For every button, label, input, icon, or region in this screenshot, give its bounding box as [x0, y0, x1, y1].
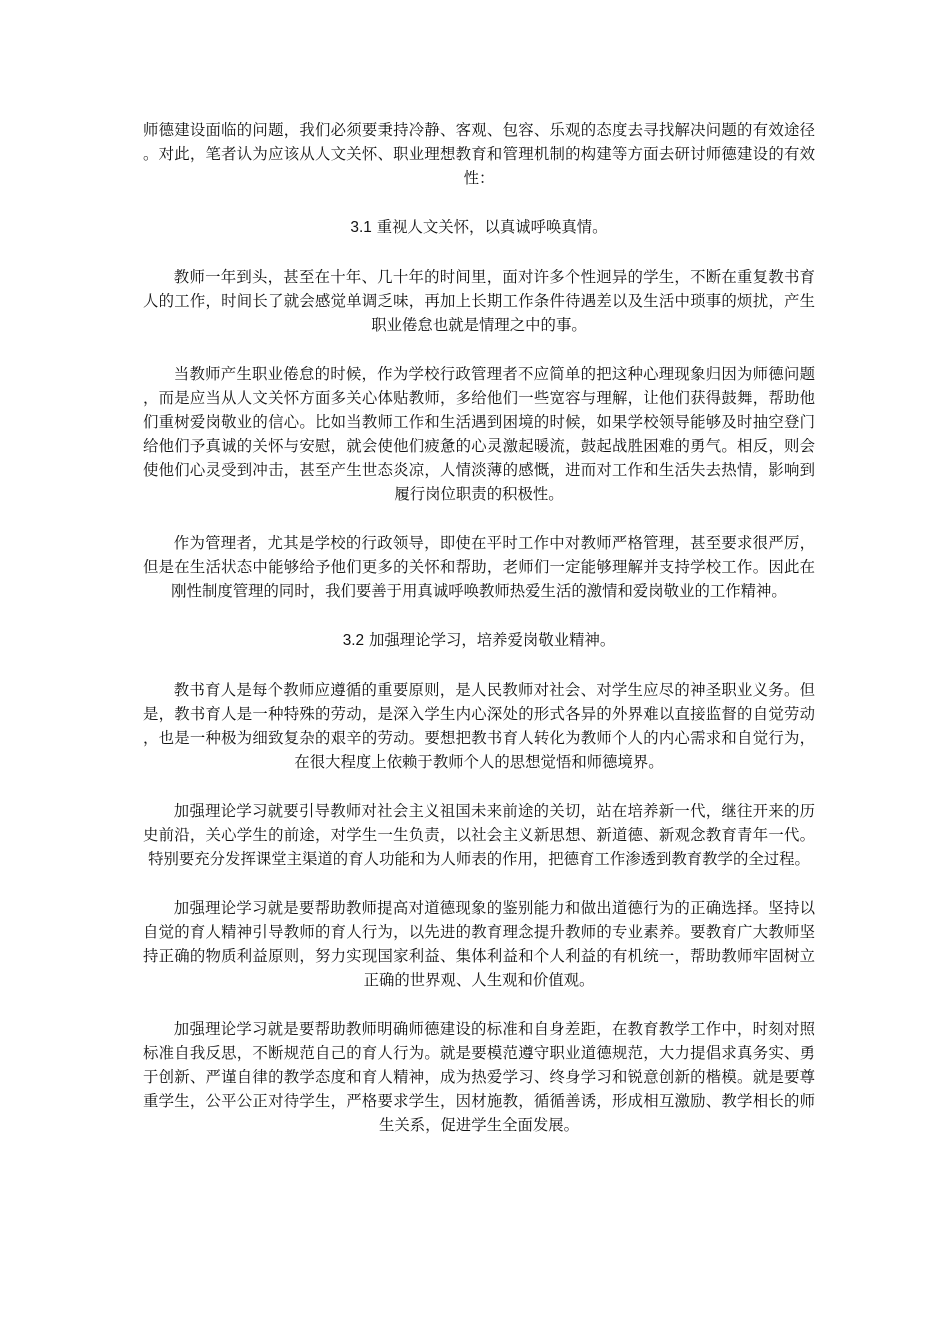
paragraph: 加强理论学习就是要帮助教师提高对道德现象的鉴别能力和做出道德行为的正确选择。坚持以自觉的育人精神引导教师的育人行为，以先进的教育理念提升教师的专业素养。要教育广大教师坚持正确的物质利益原则，努力实现国家利益、集体利益和个人利益的有机统一，帮助教师牢固树立正确的世界观、人生观和价值观。 [143, 899, 815, 989]
paragraph: 教师一年到头，甚至在十年、几十年的时间里，面对许多个性迥异的学生，不断在重复教书育人的工作，时间长了就会感觉单调乏味，再加上长期工作条件待遇差以及生活中琐事的烦扰，产生职业倦怠也就是情理之中的事。 [143, 268, 815, 334]
spacer [143, 190, 815, 215]
paragraph: 教书育人是每个教师应遵循的重要原则，是人民教师对社会、对学生应尽的神圣职业义务。但是，教书育人是一种特殊的劳动，是深入学生内心深处的形式各异的外界难以直接监督的自觉劳动，也是一种极为细致复杂的艰辛的劳动。要想把教书育人转化为教师个人的内心需求和自觉行为，在很大程度上依赖于教师个人的思想觉悟和师德境界。 [143, 681, 815, 771]
spacer [143, 992, 815, 1017]
document-body [143, 118, 815, 1137]
section-heading-3-1 [143, 215, 815, 240]
paragraph: 当教师产生职业倦怠的时候，作为学校行政管理者不应简单的把这种心理现象归因为师德问题，而是应当从人文关怀方面多关心体贴教师，多给他们一些宽容与理解，让他们获得鼓舞，帮助他们重树爱岗敬业的信心。比如当教师工作和生活遇到困境的时候，如果学校领导能够及时抽空登门给他们予真诚的关怀与安慰，就会使他们疲惫的心灵激起暖流，鼓起战胜困难的勇气。相反，则会使他们心灵受到冲击，甚至产生世态炎凉，人情淡薄的感慨，进而对工作和生活失去热情，影响到履行岗位职责的积极性。 [143, 365, 815, 503]
section-number: 3.2 [342, 632, 365, 649]
spacer [143, 871, 815, 896]
paragraph: 加强理论学习就是要帮助教师明确师德建设的标准和自身差距，在教育教学工作中，时刻对照标准自我反思，不断规范自己的育人行为。就是要模范遵守职业道德规范，大力提倡求真务实、勇于创新、严谨自律的教学态度和育人精神，成为热爱学习、终身学习和锐意创新的楷模。就是要尊重学生，公平公正对待学生，严格要求学生，因材施教，循循善诱，形成相互激励、教学相长的师生关系，促进学生全面发展。 [143, 1020, 815, 1134]
paragraph: 加强理论学习就要引导教师对社会主义祖国未来前途的关切，站在培养新一代，继往开来的历史前沿，关心学生的前途，对学生一生负责，以社会主义新思想、新道德、新观念教育青年一代。特别要充分发挥课堂主渠道的育人功能和为人师表的作用，把德育工作渗透到教育教学的全过程。 [143, 802, 815, 868]
section-number: 3.1 [350, 219, 372, 236]
spacer [143, 240, 815, 265]
paragraph-intro: 师德建设面临的问题，我们必须要秉持冷静、客观、包容、乐观的态度去寻找解决问题的有效途径。对此，笔者认为应该从人文关怀、职业理想教育和管理机制的构建等方面去研讨师德建设的有效性： [143, 121, 815, 187]
spacer [143, 774, 815, 799]
spacer [143, 506, 815, 531]
spacer [143, 337, 815, 362]
section-title: 加强理论学习，培养爱岗敬业精神。 [364, 631, 616, 649]
section-heading-3-2 [143, 628, 815, 653]
section-title: 重视人文关怀，以真诚呼唤真情。 [371, 218, 608, 236]
paragraph: 作为管理者，尤其是学校的行政领导，即使在平时工作中对教师严格管理，甚至要求很严厉，但是在生活状态中能够给予他们更多的关怀和帮助，老师们一定能够理解并支持学校工作。因此在刚性制度管理的同时，我们要善于用真诚呼唤教师热爱生活的激情和爱岗敬业的工作精神。 [143, 534, 815, 600]
spacer [143, 653, 815, 678]
spacer [143, 603, 815, 628]
